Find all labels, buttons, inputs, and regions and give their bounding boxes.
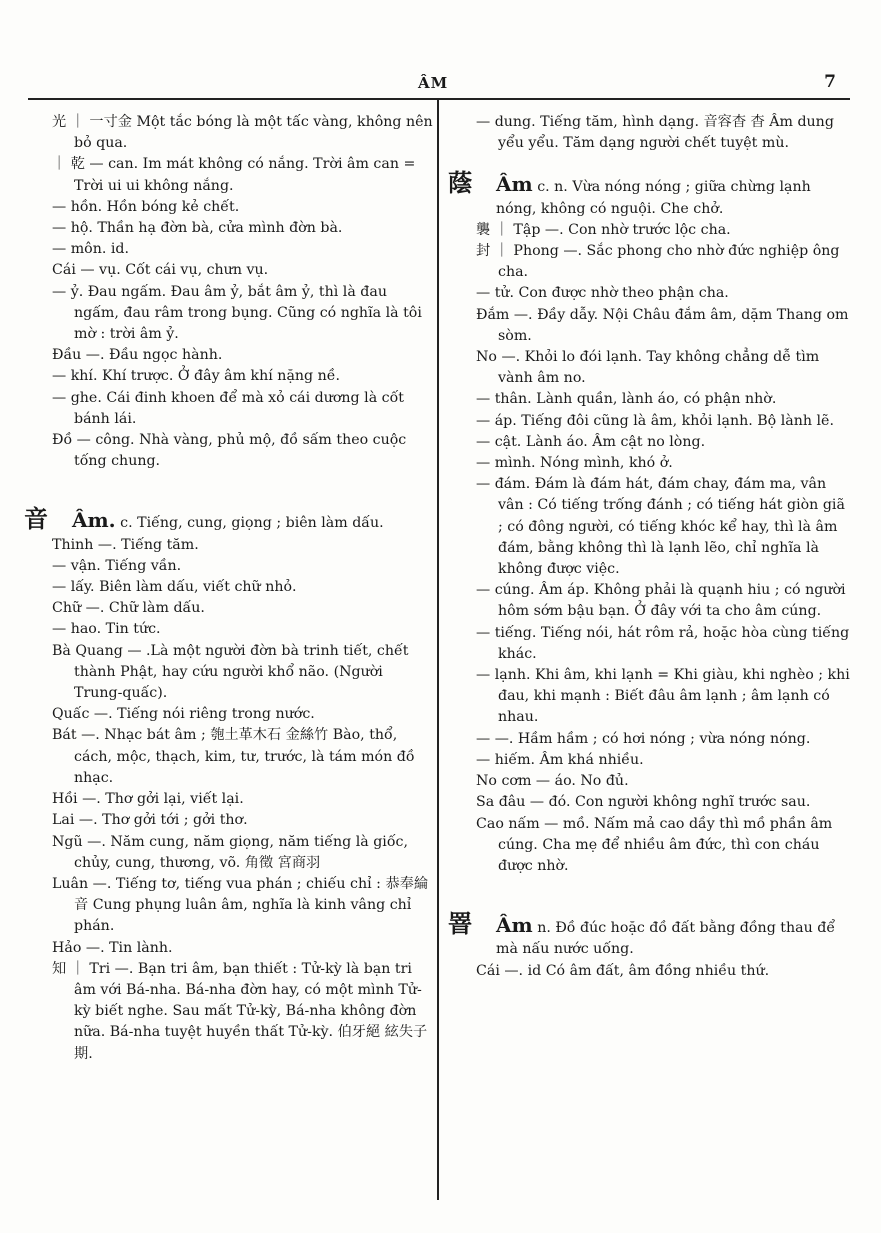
dictionary-entry: — —. Hầm hầm ; có hơi nóng ; vừa nóng nóng. bbox=[476, 730, 811, 747]
headword: Âm. bbox=[72, 508, 116, 533]
dictionary-entry: — hồn. Hồn bóng kẻ chết. bbox=[52, 198, 240, 215]
entry-list bbox=[448, 961, 854, 982]
dictionary-entry: — lạnh. Khi âm, khi lạnh = Khi giàu, khi nghèo ; khi đau, khi mạnh : Biết đâu âm lạnh ; âm lạnh có nhau. bbox=[476, 667, 850, 726]
dictionary-entry: Bà Quang — .Là một người đờn bà trinh tiết, chết thành Phật, hay cứu người khổ não. (Người Trung-quấc). bbox=[52, 642, 409, 702]
dictionary-entry: Hảo —. Tin lành. bbox=[52, 939, 173, 956]
entry-list bbox=[448, 112, 854, 154]
entry-list bbox=[24, 112, 434, 472]
dictionary-entry: — hao. Tin tức. bbox=[52, 621, 161, 638]
page-number: 7 bbox=[824, 72, 836, 92]
dictionary-entry: — thân. Lành quần, lành áo, có phận nhờ. bbox=[476, 391, 777, 408]
headword: Âm bbox=[496, 172, 533, 197]
dictionary-entry: No —. Khỏi lo đói lạnh. Tay không chẳng dễ tìm vành âm no. bbox=[476, 349, 820, 387]
dictionary-entry: — hộ. Thần hạ đờn bà, cửa mình đờn bà. bbox=[52, 220, 343, 237]
dictionary-entry: — mình. Nóng mình, khó ở. bbox=[476, 455, 673, 472]
dictionary-entry: — tiếng. Tiếng nói, hát rôm rả, hoặc hòa cùng tiếng khác. bbox=[476, 624, 850, 662]
dictionary-entry: Luân —. Tiếng tơ, tiếng vua phán ; chiếu chỉ : 恭奉綸音 Cung phụng luân âm, nghĩa là kinh vâng chỉ phán. bbox=[52, 875, 429, 935]
left-column bbox=[24, 112, 434, 1065]
dictionary-entry: 知 ｜ Tri —. Bạn tri âm, bạn thiết : Tử-kỳ là bạn tri âm với Bá-nha. Bá-nha đờn hay, có một mình Tử-kỳ biết nghe. Sau mất Tử-kỳ, Bá-nha không đờn nữa. Bá-nha tuyệt huyền thất Tử-kỳ. 伯牙絕 絃失子期. bbox=[52, 960, 428, 1062]
headword-definition: c. n. Vừa nóng nóng ; giữa chừng lạnh nóng, không có nguội. Che chở. bbox=[496, 179, 811, 217]
dictionary-entry: — lấy. Biên làm dấu, viết chữ nhỏ. bbox=[52, 579, 297, 596]
dictionary-entry: — hiếm. Âm khá nhiều. bbox=[476, 751, 644, 768]
headword: Âm bbox=[496, 913, 533, 938]
dictionary-entry: — ghe. Cái đinh khoen để mà xỏ cái dương là cốt bánh lái. bbox=[52, 389, 404, 427]
dictionary-entry: Cao nấm — mồ. Nấm mả cao dầy thì mồ phần âm cúng. Cha mẹ để nhiều âm đức, thì con cháu được nhờ. bbox=[476, 815, 833, 874]
dictionary-entry: Đầu —. Đầu ngọc hành. bbox=[52, 347, 223, 364]
han-character: 音 bbox=[24, 504, 48, 534]
headword-entry bbox=[24, 504, 434, 534]
dictionary-entry: — khí. Khí trược. Ở đây âm khí nặng nề. bbox=[52, 368, 341, 385]
dictionary-entry: Lai —. Thơ gởi tới ; gởi thơ. bbox=[52, 812, 248, 829]
running-title: ÂM bbox=[418, 74, 449, 92]
dictionary-entry: — cúng. Âm áp. Không phải là quạnh hiu ; có người hôm sớm bậu bạn. Ở đây với ta cho âm cúng. bbox=[476, 582, 846, 620]
headword-definition: c. Tiếng, cung, giọng ; biên làm dấu. bbox=[120, 515, 384, 532]
dictionary-entry: Cái — vụ. Cốt cái vụ, chưn vụ. bbox=[52, 262, 269, 279]
dictionary-entry: 光 ｜ 一寸金 Một tắc bóng là một tấc vàng, không nên bỏ qua. bbox=[52, 114, 433, 152]
dictionary-entry: — môn. id. bbox=[52, 241, 129, 258]
dictionary-entry: — dung. Tiếng tăm, hình dạng. 音容杳 杳 Âm dung yểu yểu. Tăm dạng người chết tuyệt mù. bbox=[476, 114, 834, 152]
dictionary-entry: — áp. Tiếng đôi cũng là âm, khỏi lạnh. Bộ lành lẽ. bbox=[476, 412, 834, 429]
han-character: 蔭 bbox=[448, 168, 472, 198]
han-character: 罯 bbox=[448, 909, 472, 939]
dictionary-entry: Hồi —. Thơ gởi lại, viết lại. bbox=[52, 791, 244, 808]
dictionary-entry: Chữ —. Chữ làm dấu. bbox=[52, 600, 205, 617]
dictionary-entry: — ỷ. Đau ngấm. Đau âm ỷ, bắt âm ỷ, thì là đau ngấm, đau râm trong bụng. Cũng có nghĩa là tôi mờ : trời âm ỷ. bbox=[52, 283, 422, 343]
dictionary-entry: Đồ — công. Nhà vàng, phủ mộ, đồ sấm theo cuộc tống chung. bbox=[52, 432, 407, 470]
headword-entry bbox=[448, 909, 854, 960]
entry-list bbox=[448, 220, 854, 877]
header-rule bbox=[28, 98, 850, 100]
dictionary-entry: — vận. Tiếng vần. bbox=[52, 557, 182, 574]
dictionary-entry: ｜ 乾 — can. Im mát không có nắng. Trời âm can = Trời ui ui không nắng. bbox=[52, 156, 416, 194]
dictionary-entry: Cái —. id Có âm đất, âm đồng nhiều thứ. bbox=[476, 962, 770, 979]
dictionary-entry: Quấc —. Tiếng nói riêng trong nước. bbox=[52, 706, 315, 723]
dictionary-entry: 封 ｜ Phong —. Sắc phong cho nhờ đức nghiệp ông cha. bbox=[476, 243, 840, 281]
dictionary-entry: Bát —. Nhạc bát âm ; 匏土革木石 金絲竹 Bào, thổ, cách, mộc, thạch, kim, tư, trước, là tám món đồ nhạc. bbox=[52, 727, 415, 786]
headword-definition: n. Đồ đúc hoặc đồ đất bằng đồng thau để mà nấu nước uống. bbox=[496, 920, 836, 958]
headword-entry bbox=[448, 168, 854, 219]
dictionary-entry: Ngũ —. Năm cung, năm giọng, năm tiếng là giốc, chủy, cung, thương, võ. 角徵 宮商羽 bbox=[52, 833, 408, 871]
entry-list bbox=[24, 535, 434, 1065]
right-column bbox=[448, 112, 854, 982]
dictionary-entry: — cật. Lành áo. Âm cật no lòng. bbox=[476, 433, 706, 450]
dictionary-entry: Đắm —. Đầy dẫy. Nội Châu đắm âm, dặm Thang om sòm. bbox=[476, 306, 849, 344]
dictionary-entry: — đám. Đám là đám hát, đám chay, đám ma, vân vân : Có tiếng trống đánh ; có tiếng hát giòn giã ; có đông người, có tiếng khóc kể hay, thì là âm đám, bằng không thì là lạnh lẽo, chỉ nghĩa là không được việc. bbox=[476, 476, 845, 578]
dictionary-entry: — tử. Con được nhờ theo phận cha. bbox=[476, 285, 729, 302]
dictionary-entry: Sa đâu — đó. Con người không nghĩ trước sau. bbox=[476, 794, 811, 811]
dictionary-entry: No cơm — áo. No đủ. bbox=[476, 773, 629, 790]
dictionary-entry: Thinh —. Tiếng tăm. bbox=[52, 536, 199, 553]
dictionary-entry: 襲 ｜ Tập —. Con nhờ trước lộc cha. bbox=[476, 221, 731, 238]
page-header bbox=[30, 72, 850, 96]
column-divider bbox=[437, 100, 439, 1200]
